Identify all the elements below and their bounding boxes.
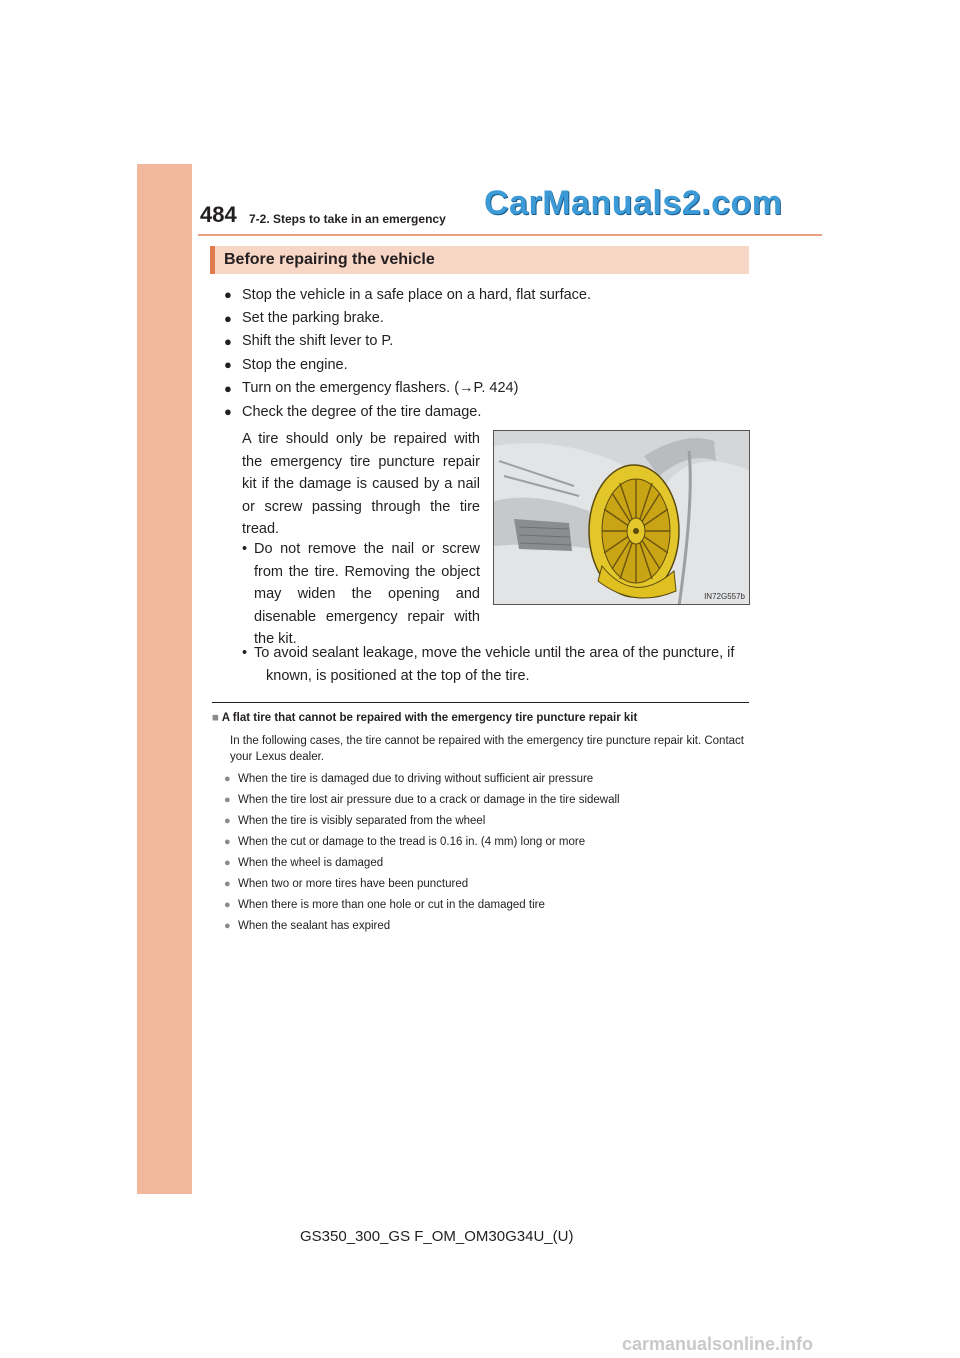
sub-bullet-icon: • [242, 645, 248, 661]
note-text: In the following cases, the tire cannot be repaired with the emergency tire puncture repair kit. Contact your Lexus dealer. [230, 735, 744, 763]
list-item: ● When the cut or damage to the tread is 0.16 in. (4 mm) long or more [224, 835, 586, 848]
sub-bullet-nail: • Do not remove the nail or screw from the tire. Removing the object may widen the opening and disenable emergency repair with the kit. [254, 538, 480, 651]
bullet-icon: ● [224, 835, 231, 848]
bullet-icon: ● [224, 404, 232, 420]
list-item: ● When the tire is damaged due to driving without sufficient air pressure [224, 772, 594, 785]
flat-tire-figure [493, 430, 750, 605]
damage-paragraph: A tire should only be repaired with the emergency tire puncture repair kit if the damage is caused by a nail or screw passing through the tire tread. [242, 431, 480, 538]
watermark-footer[interactable]: carmanualsonline.info [622, 1334, 814, 1354]
section-box-title [210, 246, 749, 274]
bullet-icon: ● [224, 772, 231, 785]
bullet-icon: ● [224, 898, 231, 911]
flat-tire-illustration [494, 431, 750, 605]
list-item: ● When the tire lost air pressure due to a crack or damage in the tire sidewall [224, 793, 620, 806]
bullet-icon: ● [224, 814, 231, 827]
list-item: ● Shift the shift lever to P. [224, 333, 394, 350]
list-item: ● Set the parking brake. [224, 310, 384, 327]
bullet-icon: ● [224, 287, 232, 303]
list-item: ● When the tire is visibly separated from the wheel [224, 814, 486, 827]
bullet-icon: ● [224, 357, 232, 373]
page-number: 484 [200, 202, 237, 227]
divider [212, 702, 749, 703]
list-item: ● Stop the engine. [224, 356, 348, 373]
watermark-logo[interactable]: CarManuals2.com [484, 184, 783, 222]
figure-label: IN72G557b [704, 592, 745, 601]
sub-bullet-sealant: • To avoid sealant leakage, move the vehicle until the area of the puncture, if known, is positioned at the top of the tire. [254, 642, 750, 687]
bullet-icon: ● [224, 333, 232, 349]
box-title-text: Before repairing the vehicle [224, 251, 435, 268]
bullet-icon: ● [224, 919, 231, 932]
list-item: ● When there is more than one hole or cut in the damaged tire [224, 898, 545, 911]
sub-bullet-icon: • [242, 541, 248, 557]
header-rule [198, 234, 822, 236]
bullet-icon: ● [224, 380, 232, 396]
list-item: ● When the sealant has expired [224, 919, 391, 932]
steps-list [224, 283, 754, 423]
list-item: ● When the wheel is damaged [224, 856, 384, 869]
cases-list [224, 768, 620, 936]
bullet-icon: ● [224, 877, 231, 890]
list-item: ● When two or more tires have been punctured [224, 877, 469, 890]
bullet-icon: ● [224, 310, 232, 326]
section-title: 7-2. Steps to take in an emergency [249, 212, 446, 226]
footer-code: GS350_300_GS F_OM_OM30G34U_(U) [300, 1228, 574, 1245]
square-icon: ■ [212, 712, 219, 724]
bullet-icon: ● [224, 793, 231, 806]
list-item: ● Turn on the emergency flashers. (→P. 424) [224, 380, 519, 397]
list-item: ● Stop the vehicle in a safe place on a hard, flat surface. [224, 286, 592, 303]
list-item: ● Check the degree of the tire damage. [224, 403, 482, 420]
chapter-side-band [137, 164, 192, 1194]
note-heading: ■ A flat tire that cannot be repaired with the emergency tire puncture repair kit [212, 712, 638, 724]
bullet-icon: ● [224, 856, 231, 869]
